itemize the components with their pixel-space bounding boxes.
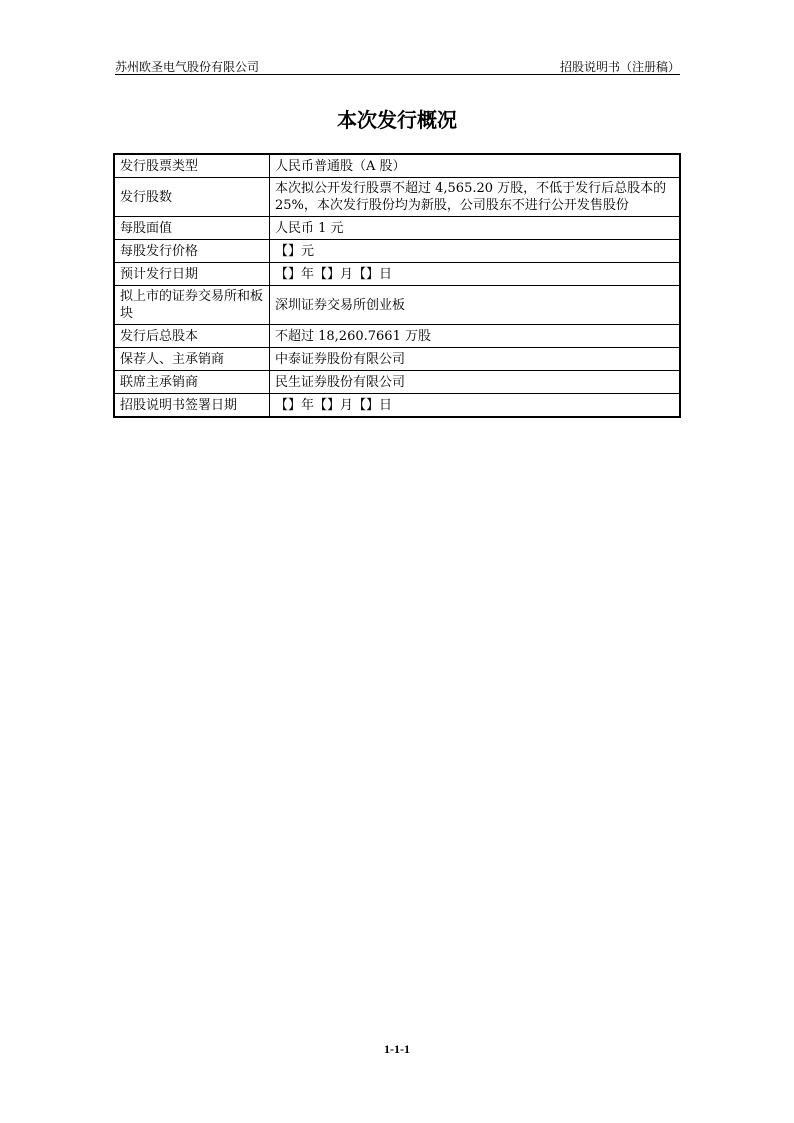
table-row (114, 325, 680, 348)
table-row (114, 263, 680, 286)
table-row (114, 394, 680, 418)
table-row (114, 240, 680, 263)
table-row (114, 286, 680, 325)
row-value: 【】元 (270, 240, 681, 263)
row-value: 民生证券股份有限公司 (270, 371, 681, 394)
table-row (114, 371, 680, 394)
table-row (114, 348, 680, 371)
row-label: 联席主承销商 (114, 371, 270, 394)
table-row (114, 154, 680, 178)
row-value: 不超过 18,260.7661 万股 (270, 325, 681, 348)
row-label: 每股面值 (114, 217, 270, 240)
row-label: 发行后总股本 (114, 325, 270, 348)
header-divider (115, 74, 680, 75)
table-row (114, 178, 680, 217)
page-header (115, 55, 680, 75)
row-value: 【】年【】月【】日 (270, 263, 681, 286)
row-label: 拟上市的证券交易所和板块 (114, 286, 270, 325)
document-type: 招股说明书（注册稿） (559, 60, 680, 74)
row-value: 深圳证券交易所创业板 (270, 286, 681, 325)
row-label: 预计发行日期 (114, 263, 270, 286)
row-value: 中泰证券股份有限公司 (270, 348, 681, 371)
row-value: 【】年【】月【】日 (270, 394, 681, 418)
offering-summary-table (113, 153, 681, 418)
row-value: 人民币 1 元 (270, 217, 681, 240)
row-label: 发行股数 (114, 178, 270, 217)
row-label: 招股说明书签署日期 (114, 394, 270, 418)
row-value: 本次拟公开发行股票不超过 4,565.20 万股，不低于发行后总股本的 25%，本次发行股份均为新股，公司股东不进行公开发售股份 (270, 178, 681, 217)
row-value: 人民币普通股（A 股） (270, 154, 681, 178)
row-label: 保荐人、主承销商 (114, 348, 270, 371)
row-label: 每股发行价格 (114, 240, 270, 263)
row-label: 发行股票类型 (114, 154, 270, 178)
page-number: 1-1-1 (384, 1042, 410, 1056)
table-row (114, 217, 680, 240)
company-name: 苏州欧圣电气股份有限公司 (115, 60, 260, 74)
page-title: 本次发行概况 (337, 108, 457, 132)
